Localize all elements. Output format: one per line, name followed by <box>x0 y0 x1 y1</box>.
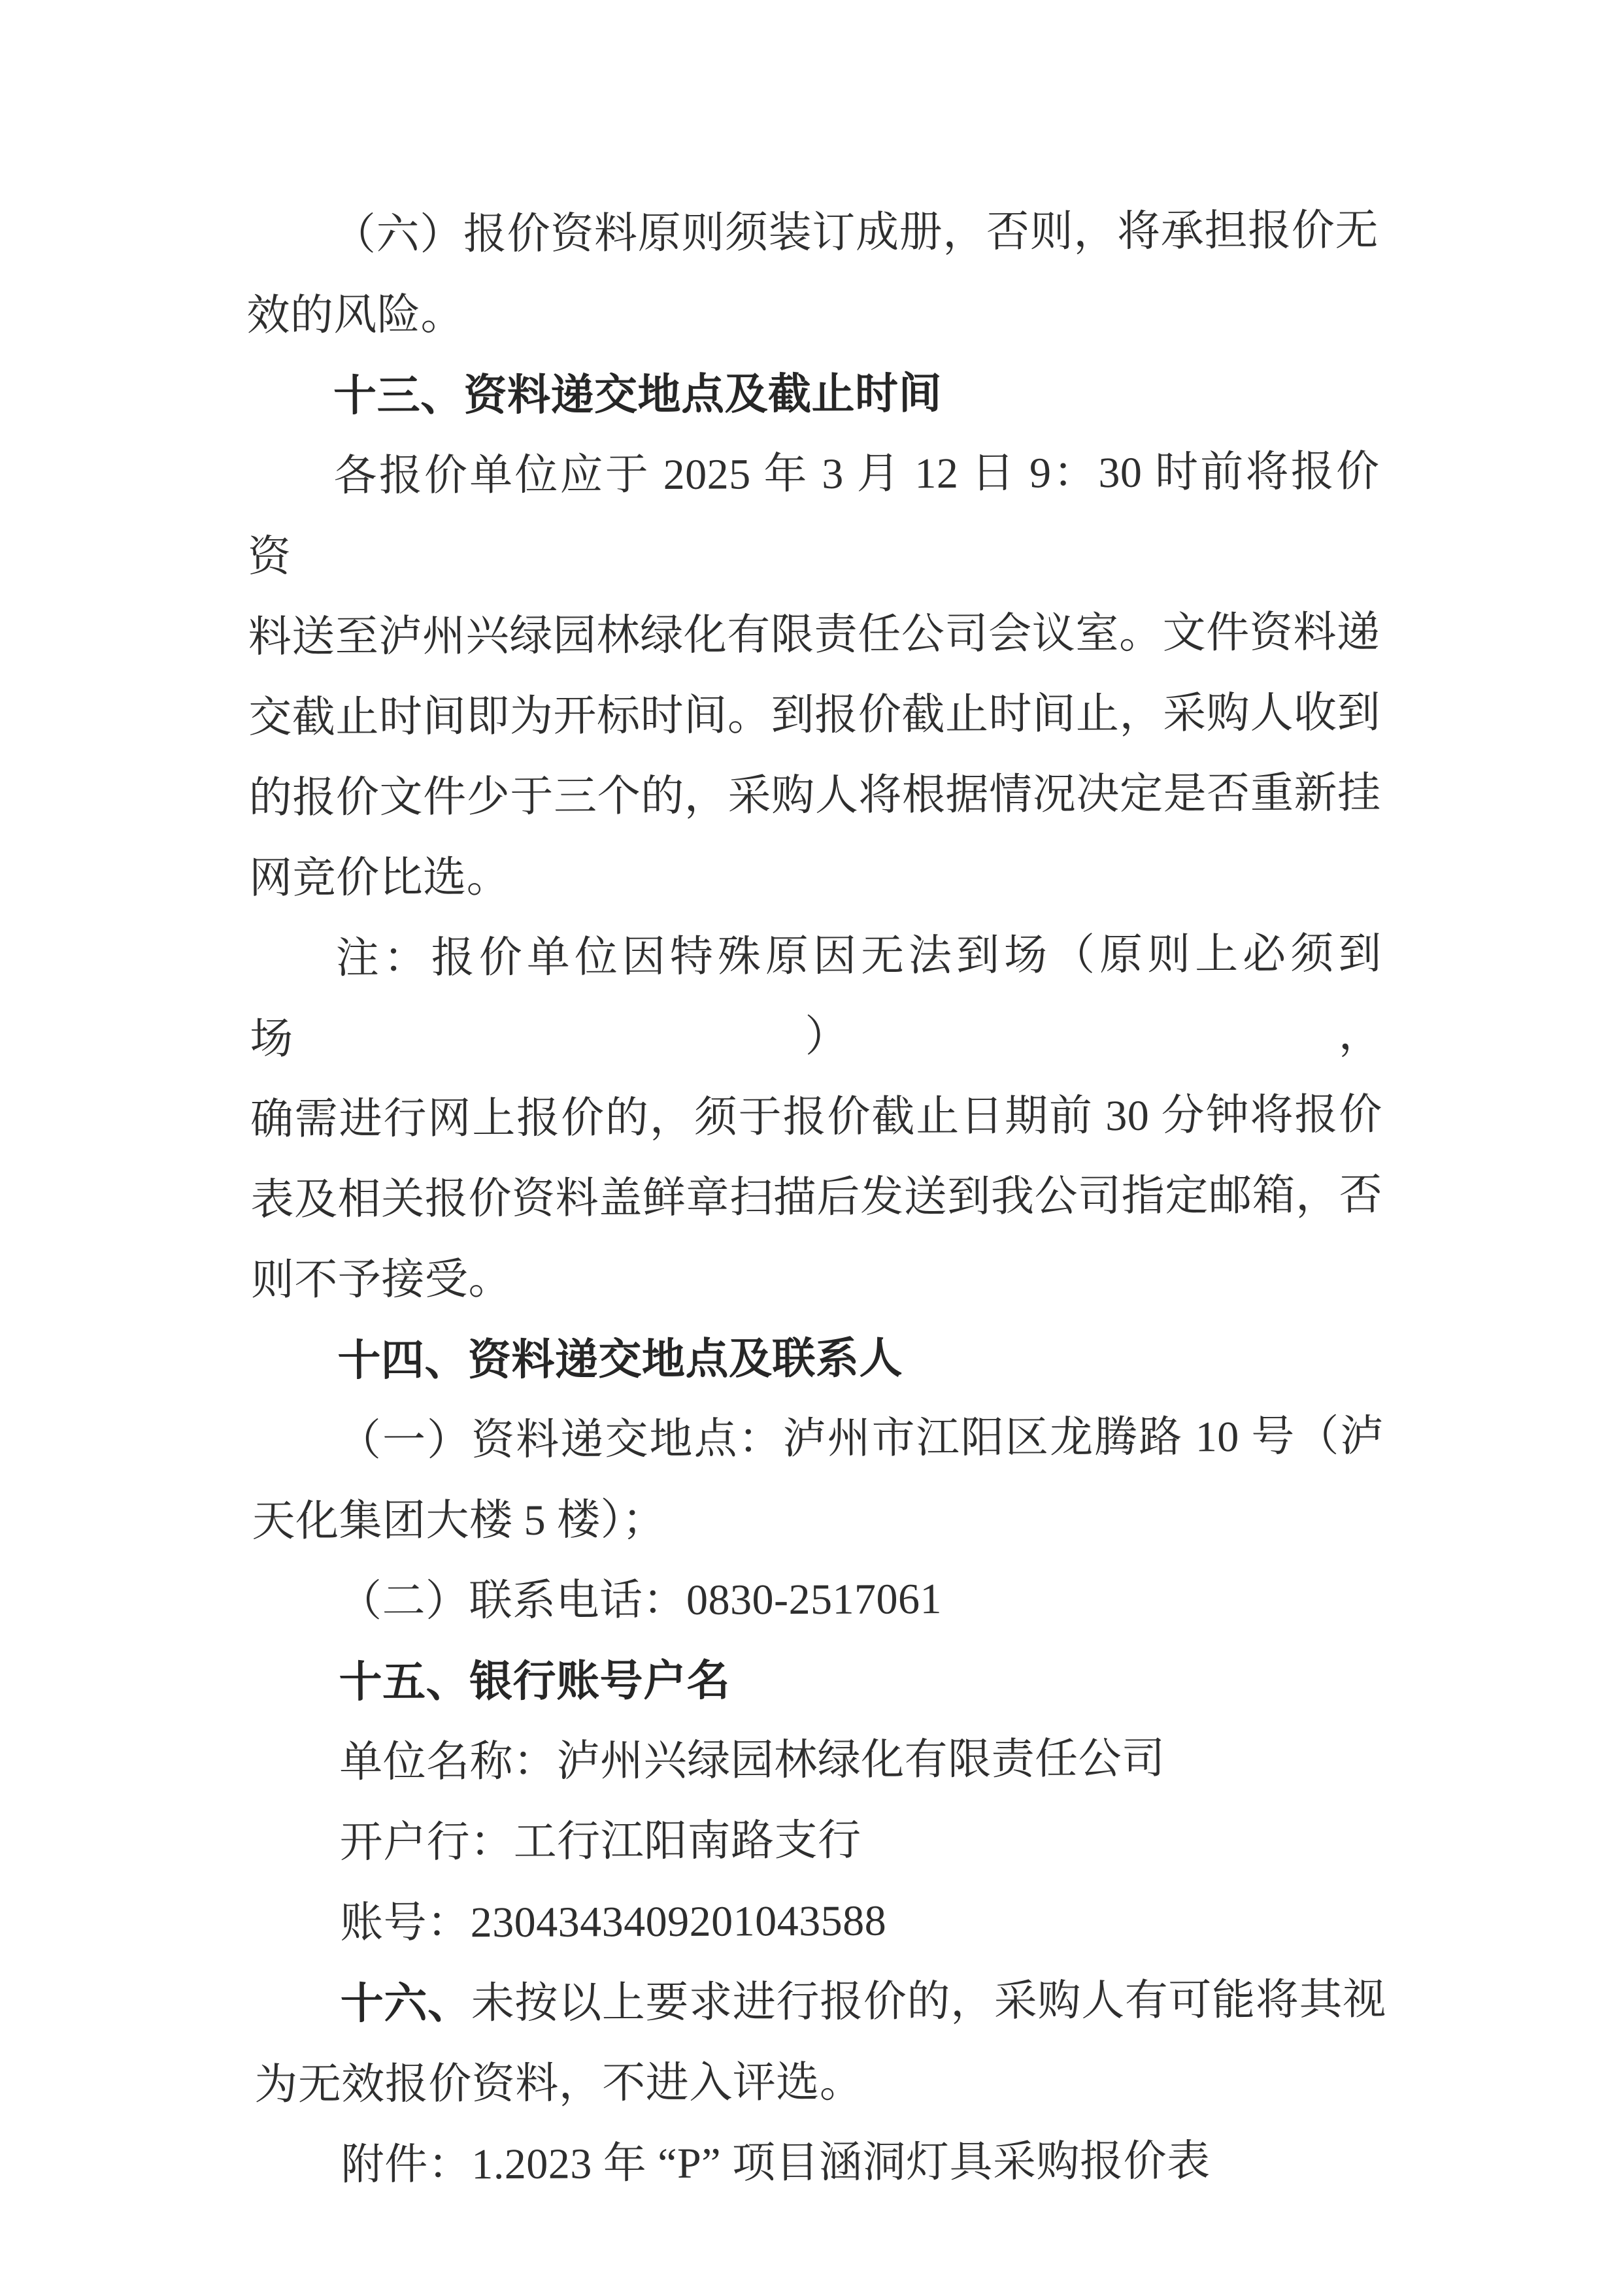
section-heading: 十五、银行账号户名 <box>339 1655 731 1706</box>
text-line: 开户行：工行江阳南路支行 <box>339 1816 861 1867</box>
text-line: （二）联系电话：0830-2517061 <box>338 1575 943 1626</box>
text-line <box>254 1959 1386 2045</box>
text-line: 确需进行网上报价的，须于报价截止日期前 30 分钟将报价 <box>250 1091 1382 1144</box>
text-line: 效的风险。 <box>246 291 465 340</box>
text-line: 则不予接受。 <box>250 1255 512 1305</box>
text-line: 各报价单位应于 2025 年 3 月 12 日 9：30 时前将报价资 <box>247 448 1380 581</box>
text-line: 表及相关报价资料盖鲜章扫描后发送到我公司指定邮箱，否 <box>250 1171 1383 1224</box>
text-line: 为无效报价资料，不进入评选。 <box>254 2058 863 2109</box>
text-line: 料送至泸州兴绿园林绿化有限责任公司会议室。文件资料递 <box>248 608 1380 661</box>
section-heading: 十四、资料递交地点及联系人 <box>337 1333 903 1385</box>
text-line: 账号：2304343409201043588 <box>340 1897 887 1948</box>
text-line: 注：报价单位因特殊原因无法到场（原则上必须到场）， <box>250 930 1382 1063</box>
section-heading: 十三、资料递交地点及截止时间 <box>333 369 943 420</box>
text-line: （六）报价资料原则须装订成册，否则，将承担报价无 <box>332 207 1379 259</box>
text-line: 网竞价比选。 <box>249 854 510 903</box>
text-line: 单位名称：泸州兴绿园林绿化有限责任公司 <box>339 1735 1165 1787</box>
text-line: 的报价文件少于三个的，采购人将根据情况决定是否重新挂 <box>248 769 1381 822</box>
text-segment: 未按以上要求进行报价的，采购人有可能将其视 <box>471 1976 1386 2028</box>
text-line: 交截止时间即为开标时间。到报价截止时间止，采购人收到 <box>248 689 1381 742</box>
text-line: 天化集团大楼 5 楼）； <box>252 1495 666 1546</box>
inline-heading-prefix: 十六、 <box>340 1978 471 2028</box>
text-line: 附件：1.2023 年 “P” 项目涵洞灯具采购报价表 <box>341 2137 1211 2189</box>
text-line: （一）资料递交地点：泸州市江阳区龙腾路 10 号（泸 <box>337 1412 1384 1465</box>
document-text-block <box>246 190 1387 2206</box>
